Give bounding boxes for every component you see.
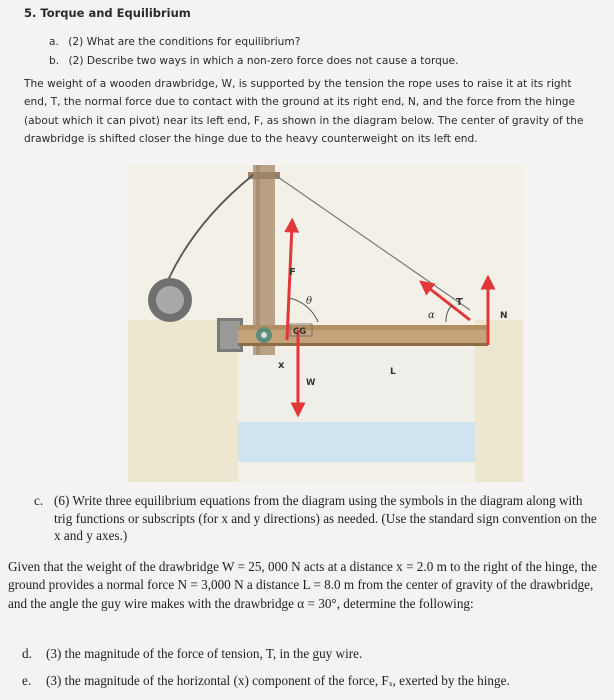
gap	[238, 350, 475, 422]
label-T: T	[456, 297, 463, 308]
water	[238, 422, 475, 462]
label-x: x	[278, 360, 285, 371]
label-L: L	[390, 367, 396, 377]
question-d-label: d.	[22, 646, 32, 661]
label-CG: CG	[293, 327, 307, 337]
question-a-label: a.	[49, 36, 59, 48]
question-a-text: (2) What are the conditions for equilibrium?	[68, 36, 301, 48]
label-alpha: α	[428, 310, 435, 321]
label-F: F	[289, 267, 296, 278]
label-W: W	[306, 378, 316, 388]
question-e	[22, 673, 510, 689]
question-b-label: b.	[49, 55, 60, 67]
question-c-text: (6) Write three equilibrium equations from the diagram using the symbols in the diagram along with trig functions or subscripts (for x and y directions) as needed. (Use the standard sign convention on the x and y axes.)	[54, 493, 597, 543]
question-e-label: e.	[22, 673, 32, 688]
question-d-text: (3) the magnitude of the force of tension, T, in the guy wire.	[46, 646, 363, 661]
question-title: 5. Torque and Equilibrium	[24, 6, 191, 20]
intro-paragraph: The weight of a wooden drawbridge, W, is supported by the tension the rope uses to raise it at its right end, T, the normal force due to contact with the ground at its right end, N, and the force from the hinge (about which it can pivot) near its left end, F, as shown in the diagram below. The center of gravity of the drawbridge is shifted closer the hinge due to the heavy counterweight on its left end.	[24, 78, 584, 146]
question-d	[22, 646, 362, 662]
question-e-text: (3) the magnitude of the horizontal (x) component of the force, Fₓ, exerted by the hinge.	[46, 673, 510, 688]
question-c	[34, 492, 604, 545]
question-b-text: (2) Describe two ways in which a non-zero force does not cause a torque.	[68, 55, 459, 67]
label-N: N	[500, 311, 508, 321]
question-c-label: c.	[34, 493, 44, 508]
label-theta: θ	[306, 296, 313, 307]
given-paragraph: Given that the weight of the drawbridge W = 25, 000 N acts at a distance x = 2.0 m to the right of the hinge, the ground provides a normal force N = 3,000 N a distance L = 8.0 m from the center of gravity of the drawbridge, and the angle the guy wire makes with the drawbridge α = 30°, determine the following:	[8, 559, 598, 611]
